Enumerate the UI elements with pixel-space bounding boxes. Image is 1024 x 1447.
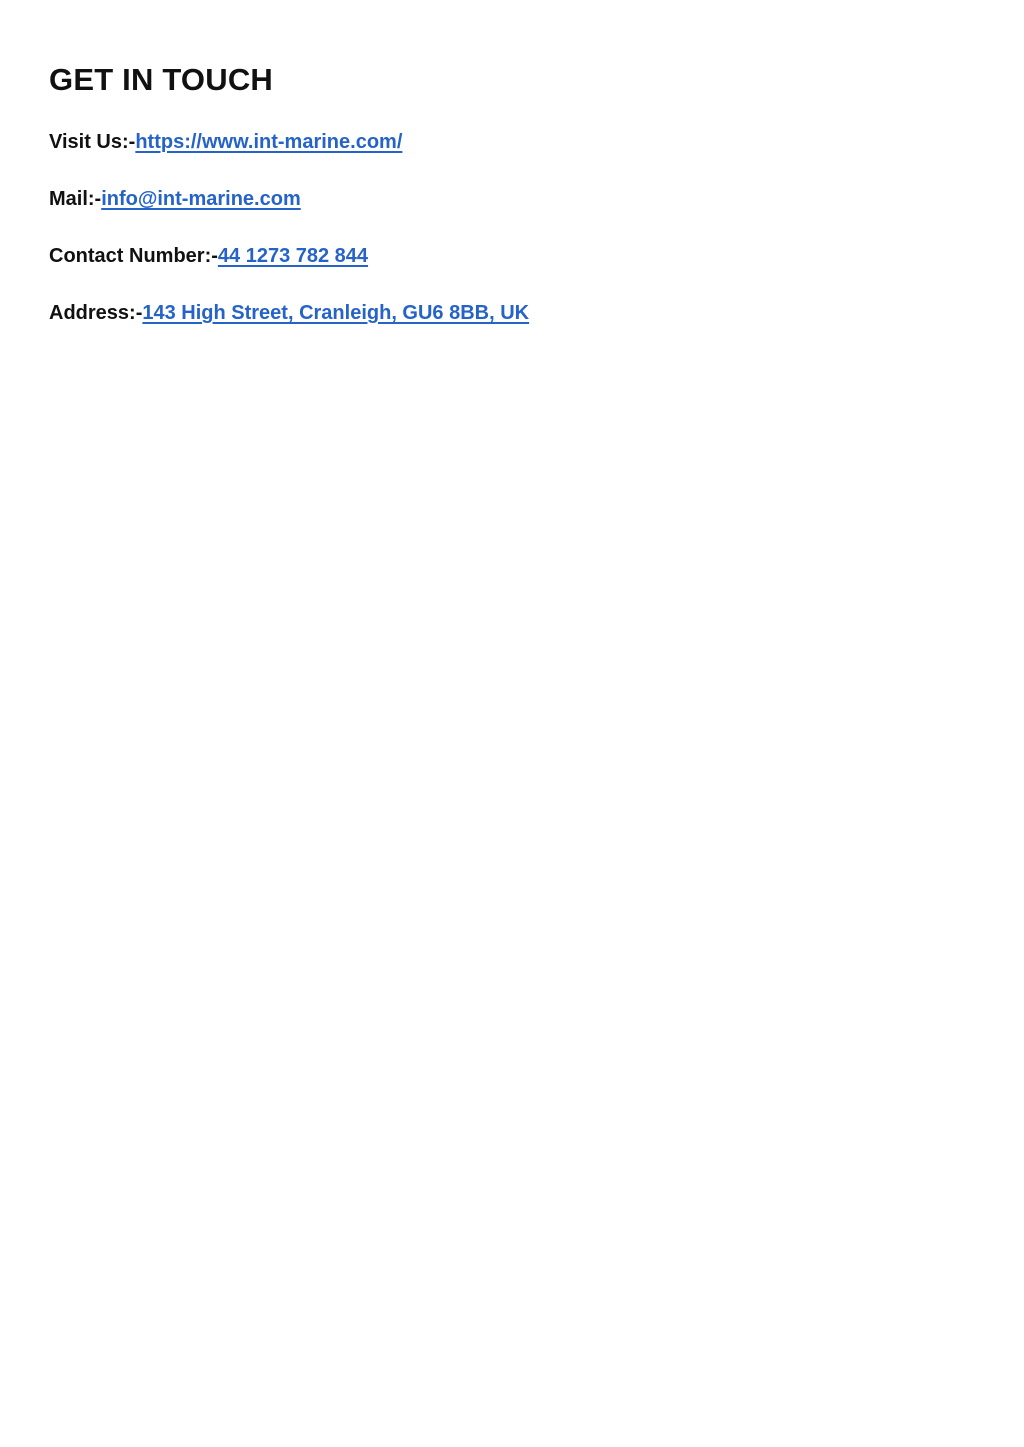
address-link[interactable]: 143 High Street, Cranleigh, GU6 8BB, UK xyxy=(142,302,530,324)
contact-row-mail xyxy=(49,187,975,211)
phone-link[interactable]: 44 1273 782 844 xyxy=(217,245,369,267)
email-link[interactable]: info@int-marine.com xyxy=(101,188,301,210)
address-label: Address:- xyxy=(49,302,143,324)
contact-row-address xyxy=(49,301,975,325)
contact-row-phone xyxy=(49,244,975,268)
contact-row-visit xyxy=(49,130,975,154)
mail-label: Mail:- xyxy=(49,188,102,210)
visit-us-label: Visit Us:- xyxy=(49,131,136,153)
contact-number-label: Contact Number:- xyxy=(49,245,218,267)
page-title: GET IN TOUCH xyxy=(49,62,274,97)
website-link[interactable]: https://www.int-marine.com/ xyxy=(135,131,403,153)
